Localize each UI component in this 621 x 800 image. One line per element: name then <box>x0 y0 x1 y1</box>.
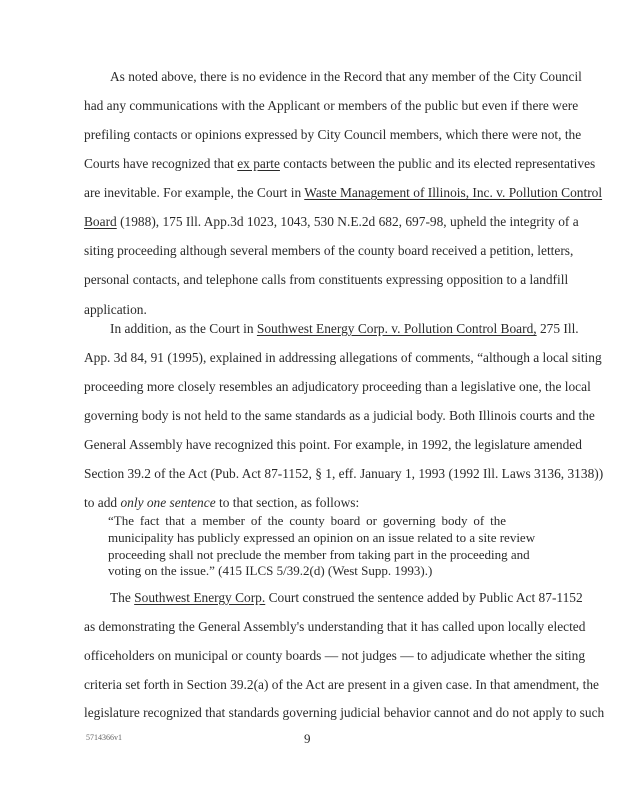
page-number: 9 <box>304 731 311 746</box>
text-line <box>108 513 506 529</box>
text-segment: criteria set forth in Section 39.2(a) of the Act are present in a given case. In that amendment, the <box>84 677 599 692</box>
text-line <box>84 648 586 664</box>
text-line <box>84 495 543 511</box>
text-segment: municipality has publicly expressed an opinion on an issue related to a site review <box>108 530 536 545</box>
text-segment: The <box>110 590 135 605</box>
text-segment: proceeding more closely resembles an adjudicatory proceeding than a legislative one, the local <box>84 379 591 394</box>
text-line <box>110 590 583 606</box>
case-citation: ex parte <box>237 156 280 171</box>
case-citation: Southwest Energy Corp. <box>134 590 266 605</box>
text-line <box>84 156 596 172</box>
text-line <box>84 437 582 453</box>
text-segment: Court construed the sentence added by Public Act 87-1152 <box>265 590 583 605</box>
text-segment: App. 3d 84, 91 (1995), explained in addressing allegations of comments, “although a local siting <box>84 350 602 365</box>
text-line <box>108 530 536 546</box>
text-line <box>84 98 579 114</box>
text-line <box>84 243 574 259</box>
text-segment: 275 Ill. <box>536 321 579 336</box>
text-line <box>108 547 530 563</box>
text-line <box>84 408 595 424</box>
text-segment: siting proceeding although several members of the county board received a petition, letters, <box>84 243 574 258</box>
emphasis-text: only one sentence <box>120 495 216 510</box>
text-segment: application. <box>84 302 147 317</box>
text-segment: prefiling contacts or opinions expressed by City Council members, which there were not, the <box>84 127 582 142</box>
case-citation: Southwest Energy Corp. v. Pollution Control Board, <box>256 321 537 336</box>
text-line <box>84 705 605 721</box>
text-line <box>110 321 579 337</box>
text-segment: As noted above, there is no evidence in the Record that any member of the City Council <box>110 69 582 84</box>
text-line <box>84 272 569 288</box>
text-line <box>84 350 602 366</box>
text-segment: General Assembly have recognized this point. For example, in 1992, the legislature amended <box>84 437 582 452</box>
text-segment: Section 39.2 of the Act (Pub. Act 87-1152, § 1, eff. January 1, 1993 (1992 Ill. Laws 3136, 3138)) <box>84 466 604 481</box>
text-line <box>84 379 591 395</box>
text-line <box>84 185 603 201</box>
case-citation: Waste Management of Illinois, Inc. v. Pollution Control <box>304 185 603 200</box>
text-segment: officeholders on municipal or county boards — not judges — to adjudicate whether the siting <box>84 648 586 663</box>
text-line <box>108 563 506 579</box>
text-segment: voting on the issue.” (415 ILCS 5/39.2(d) (West Supp. 1993).) <box>108 563 433 578</box>
text-segment: are inevitable. For example, the Court in <box>84 185 305 200</box>
case-citation: Board <box>84 214 117 229</box>
text-segment: personal contacts, and telephone calls from constituents expressing opposition to a landfill <box>84 272 569 287</box>
text-segment: (1988), 175 Ill. App.3d 1023, 1043, 530 N.E.2d 682, 697-98, upheld the integrity of a <box>116 214 579 229</box>
text-line <box>84 214 579 230</box>
text-segment: legislature recognized that standards governing judicial behavior cannot and do not apply to such <box>84 705 605 720</box>
text-segment: proceeding shall not preclude the member from taking part in the proceeding and <box>108 547 530 562</box>
text-line <box>84 127 582 143</box>
text-segment: In addition, as the Court in <box>110 321 257 336</box>
text-segment: governing body is not held to the same standards as a judicial body. Both Illinois courts and the <box>84 408 595 423</box>
text-segment: to that section, as follows: <box>215 495 360 510</box>
text-segment: had any communications with the Applicant or members of the public but even if there were <box>84 98 579 113</box>
text-line <box>110 69 582 85</box>
text-segment: contacts between the public and its elected representatives <box>279 156 596 171</box>
text-segment: “The fact that a member of the county board or governing body of the <box>108 513 506 528</box>
text-line <box>84 466 604 482</box>
text-line <box>84 619 586 635</box>
footer-document-id: 5714366v1 <box>86 733 122 742</box>
text-line <box>84 677 599 693</box>
text-segment: to add <box>84 495 121 510</box>
text-segment: as demonstrating the General Assembly's understanding that it has called upon locally elected <box>84 619 586 634</box>
text-line <box>84 302 543 318</box>
text-segment: Courts have recognized that <box>84 156 238 171</box>
